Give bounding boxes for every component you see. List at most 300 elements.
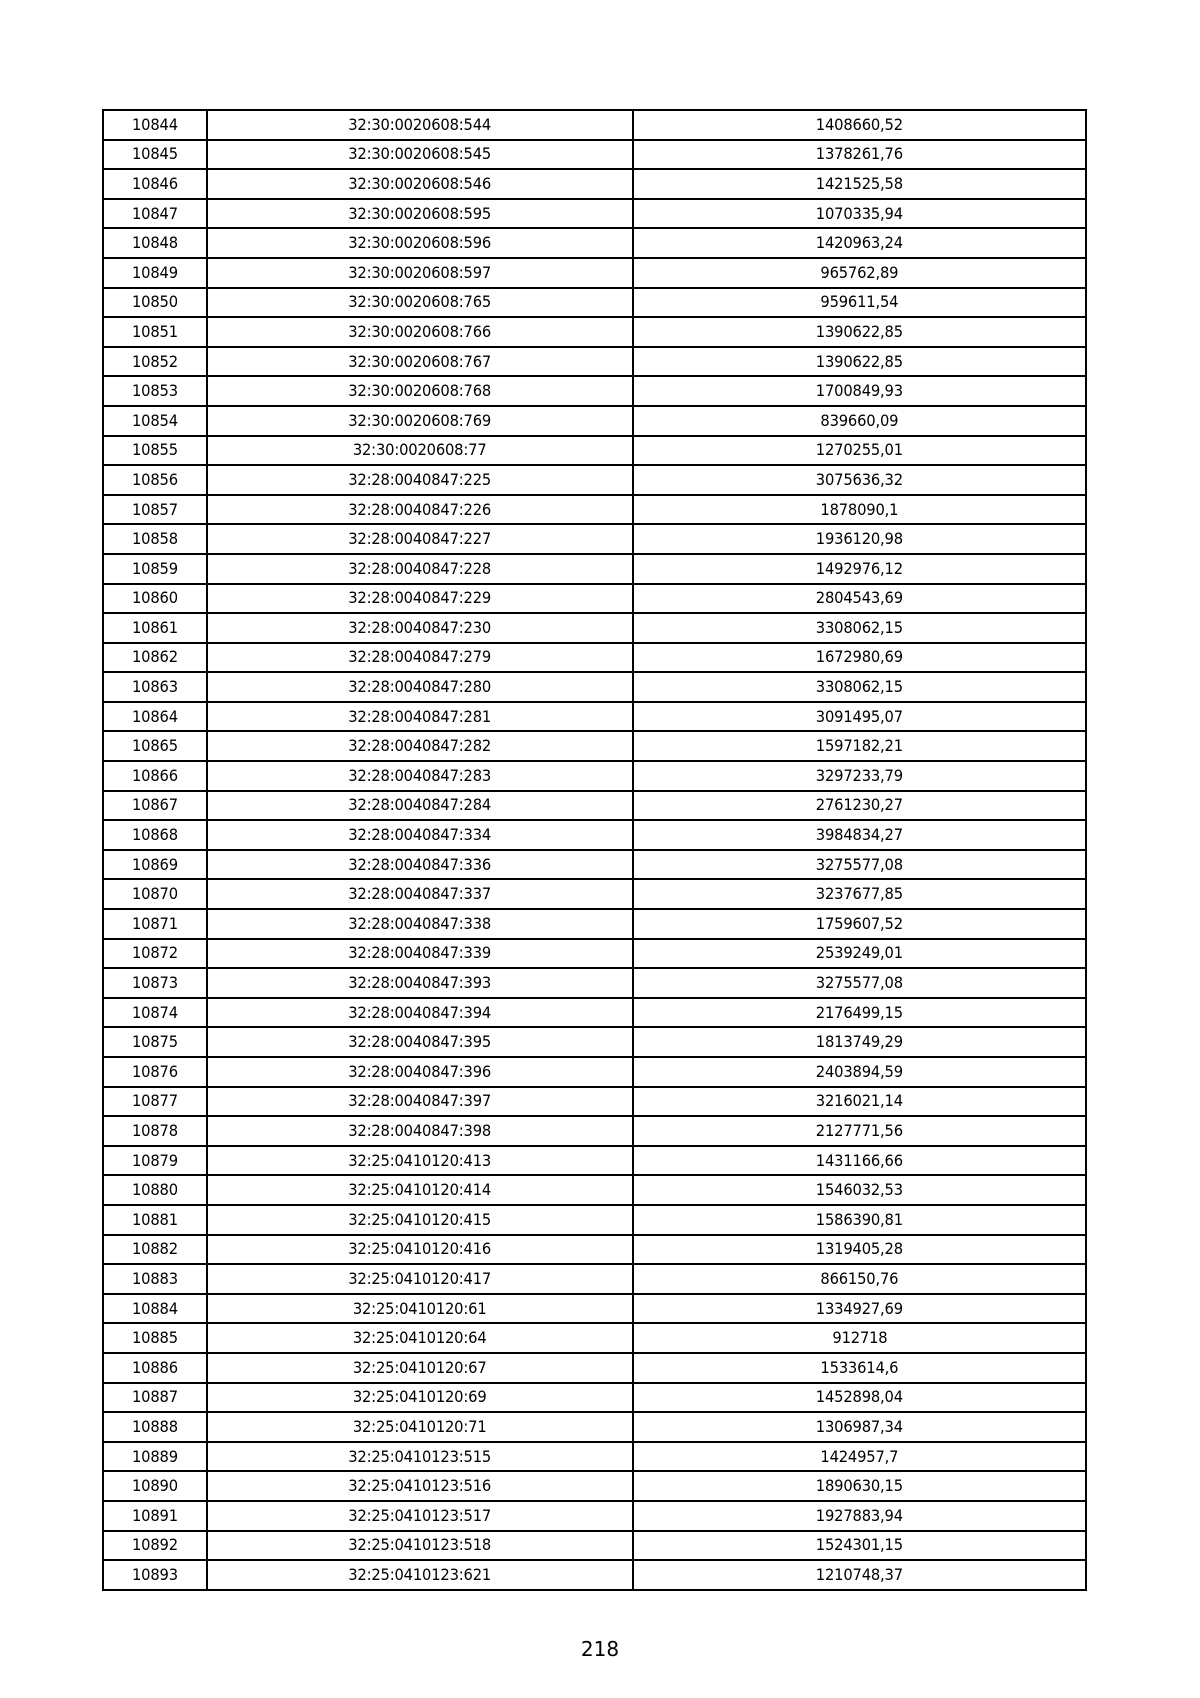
- cadastral-number-cell: [207, 584, 633, 614]
- row-number-cell: [103, 524, 207, 554]
- row-number-cell: [103, 1087, 207, 1117]
- cadastral-number-cell: [207, 1235, 633, 1265]
- cadastral-value-cell-text: 1597182,21: [815, 736, 904, 756]
- cadastral-number-cell-text: 32:25:0410120:415: [348, 1209, 492, 1229]
- cadastral-value-cell: [633, 199, 1086, 229]
- cadastral-value-cell: [633, 554, 1086, 584]
- cadastral-value-cell: [633, 879, 1086, 909]
- row-number-cell: [103, 850, 207, 880]
- table-row: [103, 465, 1086, 495]
- cadastral-value-cell: [633, 347, 1086, 377]
- table-row: [103, 1353, 1086, 1383]
- table-row: [103, 140, 1086, 170]
- cadastral-number-cell: [207, 1057, 633, 1087]
- cadastral-number-cell-text: 32:30:0020608:545: [348, 144, 492, 164]
- cadastral-number-cell-text: 32:25:0410123:621: [348, 1564, 492, 1584]
- table-row: [103, 1412, 1086, 1442]
- cadastral-number-cell-text: 32:28:0040847:393: [348, 973, 492, 993]
- cadastral-number-cell-text: 32:28:0040847:228: [348, 558, 492, 578]
- cadastral-value-cell: [633, 436, 1086, 466]
- table-row: [103, 820, 1086, 850]
- cadastral-value-cell: [633, 584, 1086, 614]
- row-number-cell: [103, 761, 207, 791]
- row-number-cell-text: 10858: [132, 529, 178, 549]
- row-number-cell: [103, 613, 207, 643]
- cadastral-number-cell: [207, 1383, 633, 1413]
- cadastral-number-cell: [207, 495, 633, 525]
- cadastral-value-cell-text: 1878090,1: [820, 499, 899, 519]
- cadastral-number-cell-text: 32:30:0020608:595: [348, 203, 492, 223]
- row-number-cell-text: 10874: [132, 1002, 178, 1022]
- cadastral-number-cell: [207, 1560, 633, 1590]
- cadastral-value-cell: [633, 288, 1086, 318]
- page-number: 218: [580, 1637, 620, 1661]
- cadastral-number-cell-text: 32:30:0020608:597: [348, 262, 492, 282]
- row-number-cell: [103, 347, 207, 377]
- row-number-cell: [103, 1531, 207, 1561]
- table-row: [103, 436, 1086, 466]
- cadastral-number-cell: [207, 672, 633, 702]
- table-row: [103, 169, 1086, 199]
- cadastral-value-cell: [633, 495, 1086, 525]
- cadastral-value-cell-text: 3275577,08: [815, 854, 904, 874]
- cadastral-number-cell-text: 32:25:0410120:416: [348, 1239, 492, 1259]
- table-row: [103, 258, 1086, 288]
- cadastral-number-cell: [207, 939, 633, 969]
- cadastral-value-cell: [633, 1531, 1086, 1561]
- cadastral-value-cell: [633, 258, 1086, 288]
- row-number-cell-text: 10845: [132, 144, 178, 164]
- row-number-cell-text: 10848: [132, 233, 178, 253]
- row-number-cell: [103, 1471, 207, 1501]
- cadastral-value-cell: [633, 1353, 1086, 1383]
- cadastral-value-cell-text: 1759607,52: [815, 913, 904, 933]
- cadastral-number-cell: [207, 140, 633, 170]
- cadastral-number-cell-text: 32:28:0040847:280: [348, 677, 492, 697]
- cadastral-number-cell: [207, 761, 633, 791]
- cadastral-number-cell: [207, 613, 633, 643]
- row-number-cell-text: 10884: [132, 1298, 178, 1318]
- cadastral-number-cell-text: 32:28:0040847:225: [348, 469, 492, 489]
- table-row: [103, 1501, 1086, 1531]
- cadastral-value-cell-text: 1533614,6: [820, 1357, 899, 1377]
- row-number-cell-text: 10881: [132, 1209, 178, 1229]
- cadastral-value-cell: [633, 909, 1086, 939]
- table-row: [103, 1027, 1086, 1057]
- row-number-cell-text: 10866: [132, 765, 178, 785]
- cadastral-number-cell: [207, 465, 633, 495]
- cadastral-value-cell-text: 1390622,85: [815, 351, 904, 371]
- cadastral-number-cell-text: 32:25:0410123:517: [348, 1505, 492, 1525]
- cadastral-value-cell-text: 866150,76: [820, 1268, 899, 1288]
- cadastral-number-cell: [207, 1353, 633, 1383]
- row-number-cell-text: 10863: [132, 677, 178, 697]
- cadastral-value-cell-text: 959611,54: [820, 292, 899, 312]
- cadastral-number-cell-text: 32:28:0040847:397: [348, 1091, 492, 1111]
- row-number-cell: [103, 1146, 207, 1176]
- cadastral-number-cell: [207, 554, 633, 584]
- cadastral-number-cell-text: 32:28:0040847:230: [348, 617, 492, 637]
- cadastral-number-cell: [207, 1501, 633, 1531]
- row-number-cell: [103, 584, 207, 614]
- cadastral-value-cell-text: 3091495,07: [815, 706, 904, 726]
- table-row: [103, 939, 1086, 969]
- cadastral-value-cell: [633, 1175, 1086, 1205]
- cadastral-number-cell: [207, 110, 633, 140]
- row-number-cell-text: 10887: [132, 1387, 178, 1407]
- row-number-cell: [103, 1057, 207, 1087]
- table-row: [103, 761, 1086, 791]
- cadastral-value-cell: [633, 140, 1086, 170]
- cadastral-number-cell: [207, 406, 633, 436]
- row-number-cell: [103, 436, 207, 466]
- row-number-cell: [103, 1323, 207, 1353]
- table-row: [103, 672, 1086, 702]
- cadastral-number-cell-text: 32:25:0410120:413: [348, 1150, 492, 1170]
- row-number-cell-text: 10847: [132, 203, 178, 223]
- row-number-cell: [103, 968, 207, 998]
- table-row: [103, 1560, 1086, 1590]
- table-body: [103, 110, 1086, 1590]
- cadastral-number-cell-text: 32:25:0410120:69: [353, 1387, 487, 1407]
- cadastral-value-cell: [633, 376, 1086, 406]
- table-row: [103, 909, 1086, 939]
- row-number-cell: [103, 376, 207, 406]
- table-row: [103, 1205, 1086, 1235]
- row-number-cell: [103, 140, 207, 170]
- row-number-cell-text: 10859: [132, 558, 178, 578]
- cadastral-value-cell-text: 1927883,94: [815, 1505, 904, 1525]
- table-row: [103, 1323, 1086, 1353]
- row-number-cell: [103, 1116, 207, 1146]
- table-row: [103, 376, 1086, 406]
- cadastral-number-cell-text: 32:28:0040847:229: [348, 588, 492, 608]
- cadastral-value-cell: [633, 1057, 1086, 1087]
- row-number-cell: [103, 1442, 207, 1472]
- cadastral-value-cell-text: 1586390,81: [815, 1209, 904, 1229]
- row-number-cell: [103, 820, 207, 850]
- table-row: [103, 850, 1086, 880]
- cadastral-value-cell: [633, 317, 1086, 347]
- cadastral-number-cell-text: 32:28:0040847:279: [348, 647, 492, 667]
- row-number-cell: [103, 169, 207, 199]
- cadastral-number-cell-text: 32:28:0040847:337: [348, 884, 492, 904]
- row-number-cell-text: 10870: [132, 884, 178, 904]
- cadastral-value-table: [102, 109, 1087, 1591]
- cadastral-value-cell-text: 1431166,66: [815, 1150, 904, 1170]
- cadastral-number-cell: [207, 1146, 633, 1176]
- row-number-cell: [103, 554, 207, 584]
- cadastral-value-cell: [633, 613, 1086, 643]
- cadastral-value-cell: [633, 939, 1086, 969]
- cadastral-number-cell-text: 32:28:0040847:281: [348, 706, 492, 726]
- row-number-cell: [103, 998, 207, 1028]
- cadastral-value-cell-text: 1452898,04: [815, 1387, 904, 1407]
- cadastral-number-cell: [207, 998, 633, 1028]
- cadastral-number-cell-text: 32:28:0040847:398: [348, 1120, 492, 1140]
- cadastral-number-cell: [207, 1116, 633, 1146]
- table-row: [103, 406, 1086, 436]
- cadastral-number-cell-text: 32:30:0020608:766: [348, 321, 492, 341]
- cadastral-number-cell: [207, 1294, 633, 1324]
- table-row: [103, 1264, 1086, 1294]
- cadastral-value-cell: [633, 1412, 1086, 1442]
- row-number-cell-text: 10885: [132, 1328, 178, 1348]
- row-number-cell: [103, 258, 207, 288]
- cadastral-number-cell-text: 32:28:0040847:339: [348, 943, 492, 963]
- row-number-cell: [103, 1205, 207, 1235]
- cadastral-value-cell-text: 3216021,14: [815, 1091, 904, 1111]
- cadastral-value-cell-text: 3075636,32: [815, 469, 904, 489]
- table-row: [103, 110, 1086, 140]
- table-row: [103, 288, 1086, 318]
- cadastral-number-cell: [207, 288, 633, 318]
- row-number-cell-text: 10871: [132, 913, 178, 933]
- cadastral-number-cell: [207, 1264, 633, 1294]
- cadastral-number-cell-text: 32:28:0040847:226: [348, 499, 492, 519]
- row-number-cell-text: 10869: [132, 854, 178, 874]
- table-row: [103, 643, 1086, 673]
- cadastral-number-cell-text: 32:28:0040847:284: [348, 795, 492, 815]
- row-number-cell: [103, 702, 207, 732]
- table-row: [103, 1175, 1086, 1205]
- cadastral-number-cell-text: 32:28:0040847:283: [348, 765, 492, 785]
- row-number-cell-text: 10857: [132, 499, 178, 519]
- table-row: [103, 731, 1086, 761]
- cadastral-number-cell-text: 32:30:0020608:765: [348, 292, 492, 312]
- cadastral-number-cell: [207, 1175, 633, 1205]
- row-number-cell: [103, 228, 207, 258]
- cadastral-value-cell: [633, 702, 1086, 732]
- cadastral-value-cell: [633, 672, 1086, 702]
- row-number-cell: [103, 1560, 207, 1590]
- cadastral-number-cell-text: 32:30:0020608:544: [348, 114, 492, 134]
- row-number-cell: [103, 317, 207, 347]
- row-number-cell: [103, 1294, 207, 1324]
- cadastral-value-cell-text: 2127771,56: [815, 1120, 904, 1140]
- row-number-cell: [103, 791, 207, 821]
- cadastral-value-cell: [633, 968, 1086, 998]
- cadastral-value-cell: [633, 1442, 1086, 1472]
- row-number-cell-text: 10864: [132, 706, 178, 726]
- cadastral-number-cell: [207, 258, 633, 288]
- row-number-cell-text: 10856: [132, 469, 178, 489]
- cadastral-number-cell-text: 32:25:0410120:67: [353, 1357, 487, 1377]
- cadastral-value-cell-text: 1546032,53: [815, 1180, 904, 1200]
- row-number-cell: [103, 909, 207, 939]
- cadastral-number-cell-text: 32:28:0040847:282: [348, 736, 492, 756]
- row-number-cell-text: 10850: [132, 292, 178, 312]
- cadastral-value-cell: [633, 761, 1086, 791]
- cadastral-number-cell-text: 32:25:0410123:516: [348, 1476, 492, 1496]
- row-number-cell: [103, 1353, 207, 1383]
- row-number-cell: [103, 1175, 207, 1205]
- cadastral-value-cell: [633, 1116, 1086, 1146]
- table-row: [103, 1057, 1086, 1087]
- cadastral-value-cell-text: 912718: [831, 1328, 888, 1348]
- cadastral-value-cell-text: 3275577,08: [815, 973, 904, 993]
- cadastral-value-cell: [633, 731, 1086, 761]
- cadastral-number-cell: [207, 1531, 633, 1561]
- row-number-cell-text: 10873: [132, 973, 178, 993]
- cadastral-number-cell-text: 32:30:0020608:77: [353, 440, 487, 460]
- cadastral-value-cell-text: 1210748,37: [815, 1564, 904, 1584]
- cadastral-value-cell-text: 1421525,58: [815, 173, 904, 193]
- row-number-cell: [103, 1383, 207, 1413]
- row-number-cell: [103, 288, 207, 318]
- row-number-cell-text: 10852: [132, 351, 178, 371]
- cadastral-number-cell-text: 32:28:0040847:336: [348, 854, 492, 874]
- table-row: [103, 968, 1086, 998]
- cadastral-value-cell: [633, 643, 1086, 673]
- cadastral-number-cell: [207, 1087, 633, 1117]
- row-number-cell-text: 10892: [132, 1535, 178, 1555]
- cadastral-number-cell: [207, 169, 633, 199]
- table-row: [103, 584, 1086, 614]
- cadastral-value-cell-text: 3984834,27: [815, 825, 904, 845]
- row-number-cell-text: 10876: [132, 1061, 178, 1081]
- cadastral-value-cell-text: 1319405,28: [815, 1239, 904, 1259]
- table-row: [103, 702, 1086, 732]
- table-row: [103, 1235, 1086, 1265]
- cadastral-number-cell-text: 32:28:0040847:395: [348, 1032, 492, 1052]
- table-row: [103, 1383, 1086, 1413]
- row-number-cell: [103, 643, 207, 673]
- row-number-cell-text: 10889: [132, 1446, 178, 1466]
- cadastral-value-cell-text: 3297233,79: [815, 765, 904, 785]
- cadastral-number-cell: [207, 1442, 633, 1472]
- cadastral-value-cell: [633, 1027, 1086, 1057]
- cadastral-value-cell: [633, 1146, 1086, 1176]
- row-number-cell-text: 10860: [132, 588, 178, 608]
- row-number-cell-text: 10853: [132, 381, 178, 401]
- row-number-cell: [103, 406, 207, 436]
- row-number-cell: [103, 939, 207, 969]
- cadastral-number-cell: [207, 1323, 633, 1353]
- cadastral-value-cell-text: 1306987,34: [815, 1416, 904, 1436]
- row-number-cell-text: 10846: [132, 173, 178, 193]
- cadastral-number-cell: [207, 731, 633, 761]
- cadastral-number-cell: [207, 376, 633, 406]
- cadastral-value-cell: [633, 1471, 1086, 1501]
- cadastral-number-cell: [207, 347, 633, 377]
- cadastral-number-cell: [207, 820, 633, 850]
- cadastral-number-cell-text: 32:30:0020608:596: [348, 233, 492, 253]
- cadastral-number-cell: [207, 879, 633, 909]
- cadastral-value-cell-text: 1936120,98: [815, 529, 904, 549]
- table-row: [103, 228, 1086, 258]
- cadastral-value-cell: [633, 169, 1086, 199]
- row-number-cell-text: 10849: [132, 262, 178, 282]
- table-row: [103, 199, 1086, 229]
- table-row: [103, 1146, 1086, 1176]
- cadastral-number-cell-text: 32:25:0410120:414: [348, 1180, 492, 1200]
- cadastral-value-cell-text: 1070335,94: [815, 203, 904, 223]
- cadastral-value-cell: [633, 1501, 1086, 1531]
- cadastral-number-cell: [207, 1205, 633, 1235]
- cadastral-number-cell-text: 32:25:0410120:417: [348, 1268, 492, 1288]
- table-row: [103, 347, 1086, 377]
- cadastral-value-cell-text: 2804543,69: [815, 588, 904, 608]
- table-row: [103, 317, 1086, 347]
- row-number-cell-text: 10861: [132, 617, 178, 637]
- cadastral-number-cell: [207, 909, 633, 939]
- cadastral-number-cell-text: 32:30:0020608:768: [348, 381, 492, 401]
- row-number-cell-text: 10883: [132, 1268, 178, 1288]
- table-row: [103, 554, 1086, 584]
- cadastral-value-cell: [633, 1323, 1086, 1353]
- cadastral-number-cell-text: 32:28:0040847:227: [348, 529, 492, 549]
- row-number-cell: [103, 879, 207, 909]
- cadastral-value-cell: [633, 1560, 1086, 1590]
- table-row: [103, 879, 1086, 909]
- row-number-cell-text: 10888: [132, 1416, 178, 1436]
- cadastral-value-cell-text: 1334927,69: [815, 1298, 904, 1318]
- cadastral-value-cell-text: 1420963,24: [815, 233, 904, 253]
- cadastral-value-cell: [633, 791, 1086, 821]
- row-number-cell: [103, 672, 207, 702]
- table-row: [103, 613, 1086, 643]
- row-number-cell-text: 10877: [132, 1091, 178, 1111]
- cadastral-value-cell: [633, 1235, 1086, 1265]
- cadastral-value-cell: [633, 110, 1086, 140]
- cadastral-value-cell: [633, 228, 1086, 258]
- cadastral-number-cell-text: 32:28:0040847:338: [348, 913, 492, 933]
- cadastral-number-cell: [207, 228, 633, 258]
- cadastral-value-cell: [633, 850, 1086, 880]
- cadastral-value-cell-text: 2539249,01: [815, 943, 904, 963]
- cadastral-value-cell: [633, 1087, 1086, 1117]
- cadastral-number-cell-text: 32:30:0020608:769: [348, 410, 492, 430]
- cadastral-number-cell-text: 32:25:0410123:518: [348, 1535, 492, 1555]
- cadastral-number-cell-text: 32:25:0410120:64: [353, 1328, 487, 1348]
- cadastral-value-cell-text: 1408660,52: [815, 114, 904, 134]
- cadastral-number-cell: [207, 791, 633, 821]
- row-number-cell: [103, 495, 207, 525]
- cadastral-number-cell: [207, 968, 633, 998]
- cadastral-number-cell-text: 32:30:0020608:546: [348, 173, 492, 193]
- row-number-cell-text: 10872: [132, 943, 178, 963]
- row-number-cell-text: 10890: [132, 1476, 178, 1496]
- cadastral-number-cell: [207, 199, 633, 229]
- cadastral-value-cell: [633, 1264, 1086, 1294]
- row-number-cell-text: 10880: [132, 1180, 178, 1200]
- row-number-cell: [103, 465, 207, 495]
- cadastral-value-cell: [633, 1205, 1086, 1235]
- row-number-cell: [103, 1235, 207, 1265]
- cadastral-value-cell-text: 1890630,15: [815, 1476, 904, 1496]
- row-number-cell-text: 10855: [132, 440, 178, 460]
- cadastral-number-cell: [207, 436, 633, 466]
- cadastral-number-cell: [207, 1471, 633, 1501]
- table-row: [103, 998, 1086, 1028]
- cadastral-number-cell-text: 32:28:0040847:334: [348, 825, 492, 845]
- cadastral-number-cell: [207, 1027, 633, 1057]
- cadastral-value-cell-text: 1270255,01: [815, 440, 904, 460]
- row-number-cell-text: 10862: [132, 647, 178, 667]
- cadastral-value-cell: [633, 406, 1086, 436]
- cadastral-value-cell-text: 1524301,15: [815, 1535, 904, 1555]
- cadastral-number-cell: [207, 850, 633, 880]
- table-row: [103, 791, 1086, 821]
- cadastral-number-cell: [207, 1412, 633, 1442]
- cadastral-value-cell: [633, 465, 1086, 495]
- cadastral-value-cell-text: 1424957,7: [820, 1446, 899, 1466]
- row-number-cell-text: 10878: [132, 1120, 178, 1140]
- row-number-cell: [103, 1264, 207, 1294]
- row-number-cell-text: 10891: [132, 1505, 178, 1525]
- table-row: [103, 1116, 1086, 1146]
